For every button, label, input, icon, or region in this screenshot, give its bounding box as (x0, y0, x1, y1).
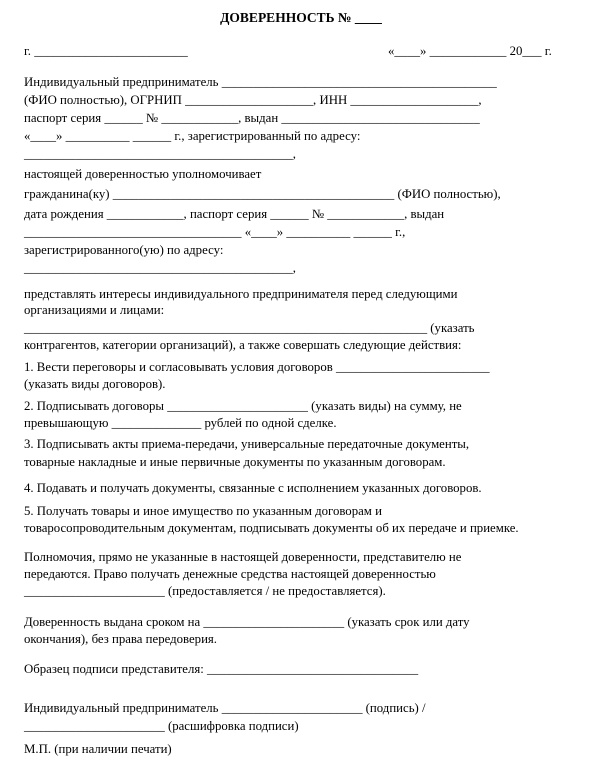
list-item: 1. Вести переговоры и согласовывать условия договоров ________________________ (24, 360, 490, 374)
text-line: паспорт серия ______ № ____________, выдан _______________________________ (24, 111, 480, 125)
text-line: __________________________________ «____» __________ ______ г., (24, 225, 406, 239)
list-item: 5. Получать товары и иное имущество по указанным договорам и (24, 504, 382, 518)
text-line: дата рождения ____________, паспорт серия ______ № ____________, выдан (24, 207, 445, 221)
text-line: передаются. Право получать денежные средства настоящей доверенностью (24, 567, 436, 581)
list-item: превышающую ______________ рублей по одной сделке. (24, 416, 337, 430)
document-title: ДОВЕРЕННОСТЬ № ____ (220, 10, 382, 25)
text-line: зарегистрированного(ую) по адресу: (24, 243, 224, 257)
seal-note: М.П. (при наличии печати) (24, 742, 172, 756)
list-item: (указать виды договоров). (24, 377, 166, 391)
list-item: 2. Подписывать договоры ______________________ (указать виды) на сумму, не (24, 399, 462, 413)
text-line: окончания), без права передоверия. (24, 632, 218, 646)
text-line: представлять интересы индивидуального предпринимателя перед следующими (24, 287, 458, 301)
text-line: организациями и лицами: (24, 303, 165, 317)
text-line: ______________________ (предоставляется / не предоставляется). (24, 584, 386, 598)
text-line: Индивидуальный предприниматель ___________________________________________ (24, 75, 497, 89)
signature-line: Индивидуальный предприниматель ______________________ (подпись) / (24, 701, 426, 715)
signature-decode-line: ______________________ (расшифровка подписи) (24, 719, 299, 733)
text-line: настоящей доверенностью уполномочивает (24, 167, 262, 181)
text-line: «____» __________ ______ г., зарегистрированный по адресу: (24, 129, 361, 143)
list-item: товарные накладные и иные первичные документы по указанным договорам. (24, 455, 446, 469)
text-line: __________________________________________, (24, 147, 296, 161)
text-line: Доверенность выдана сроком на ______________________ (указать срок или дату (24, 615, 470, 629)
text-line: (ФИО полностью), ОГРНИП ____________________, ИНН ____________________, (24, 93, 482, 107)
list-item: 3. Подписывать акты приема-передачи, универсальные передаточные документы, (24, 437, 470, 451)
date-line: «____» ____________ 20___ г. (388, 44, 552, 58)
signature-sample-line: Образец подписи представителя: _________________________________ (24, 662, 419, 676)
text-line: гражданина(ку) ____________________________________________ (ФИО полностью), (24, 187, 501, 201)
list-item: товаросопроводительным документам, подписывать документы об их передаче и приемке. (24, 521, 519, 535)
text-line: контрагентов, категории организаций), а также совершать следующие действия: (24, 338, 462, 352)
text-line: Полномочия, прямо не указанные в настоящей доверенности, представителю не (24, 550, 462, 564)
place-line: г. ________________________ (24, 44, 188, 58)
text-line: __________________________________________, (24, 261, 296, 275)
text-line: _______________________________________________________________ (указать (24, 321, 475, 335)
list-item: 4. Подавать и получать документы, связанные с исполнением указанных договоров. (24, 481, 482, 495)
